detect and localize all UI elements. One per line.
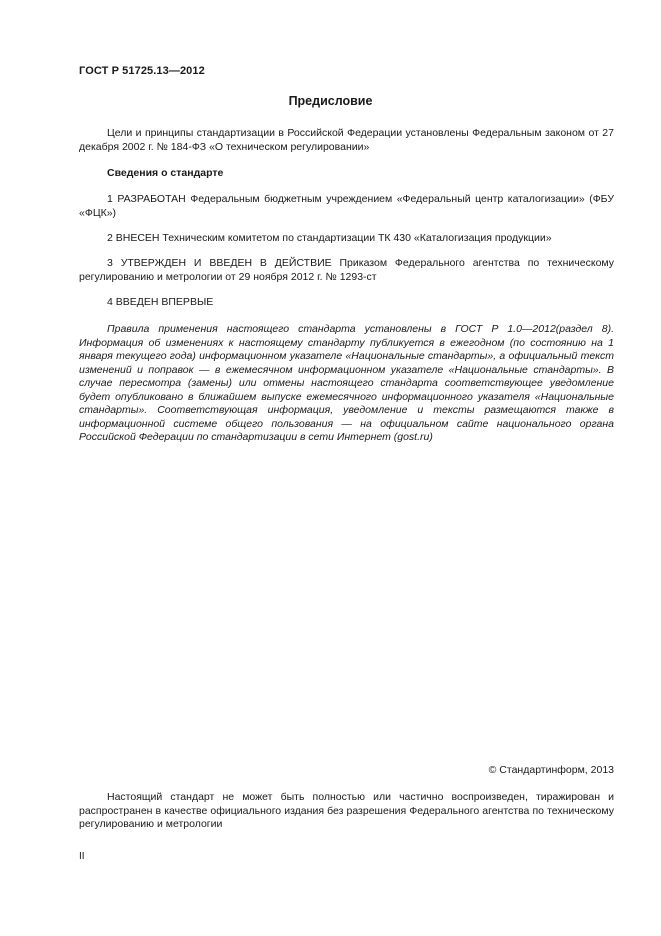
standard-info-heading: Сведения о стандарте: [107, 167, 224, 179]
document-id: ГОСТ Р 51725.13—2012: [79, 65, 205, 77]
info-item-1: 1 РАЗРАБОТАН Федеральным бюджетным учреждением «Федеральный центр каталогизации» (ФБУ «ФЦК»): [79, 193, 614, 219]
info-item-3: 3 УТВЕРЖДЕН И ВВЕДЕН В ДЕЙСТВИЕ Приказом Федерального агентства по техническому регулированию и метрологии от 29 ноября 2012 г. № 1293-ст: [79, 257, 614, 283]
legal-notice: Настоящий стандарт не может быть полностью или частично воспроизведен, тиражирован и распространен в качестве официального издания без разрешения Федерального агентства по техническому регулированию и метрологии: [79, 791, 614, 830]
rules-note: Правила применения настоящего стандарта установлены в ГОСТ Р 1.0—2012(раздел 8). Информация об изменениях к настоящему стандарту публикуется в ежегодном (по состоянию на 1 января текущего года) информационном указателе «Национальные стандарты», а официальный текст изменений и поправок — в ежемесячном информационном указателе «Национальные стандарты». В случае пересмотра (замены) или отмены настоящего стандарта соответствующее уведомление будет опубликовано в ближайшем выпуске ежемесячного информационного указателя «Национальные стандарты». Соответствующая информация, уведомление и тексты размещаются также в информационной системе общего пользования — на официальном сайте национального органа Российской Федерации по стандартизации в сети Интернет (gost.ru): [79, 323, 614, 443]
page-title: Предисловие: [288, 94, 373, 108]
copyright-line: © Стандартинформ, 2013: [488, 764, 614, 776]
info-item-4: 4 ВВЕДЕН ВПЕРВЫЕ: [107, 296, 214, 308]
intro-paragraph: Цели и принципы стандартизации в Российской Федерации установлены Федеральным законом от 27 декабря 2002 г. № 184-ФЗ «О техническом регулировании»: [79, 127, 614, 153]
page-number: II: [79, 851, 85, 862]
info-item-2: 2 ВНЕСЕН Техническим комитетом по стандартизации ТК 430 «Каталогизация продукции»: [107, 232, 552, 244]
